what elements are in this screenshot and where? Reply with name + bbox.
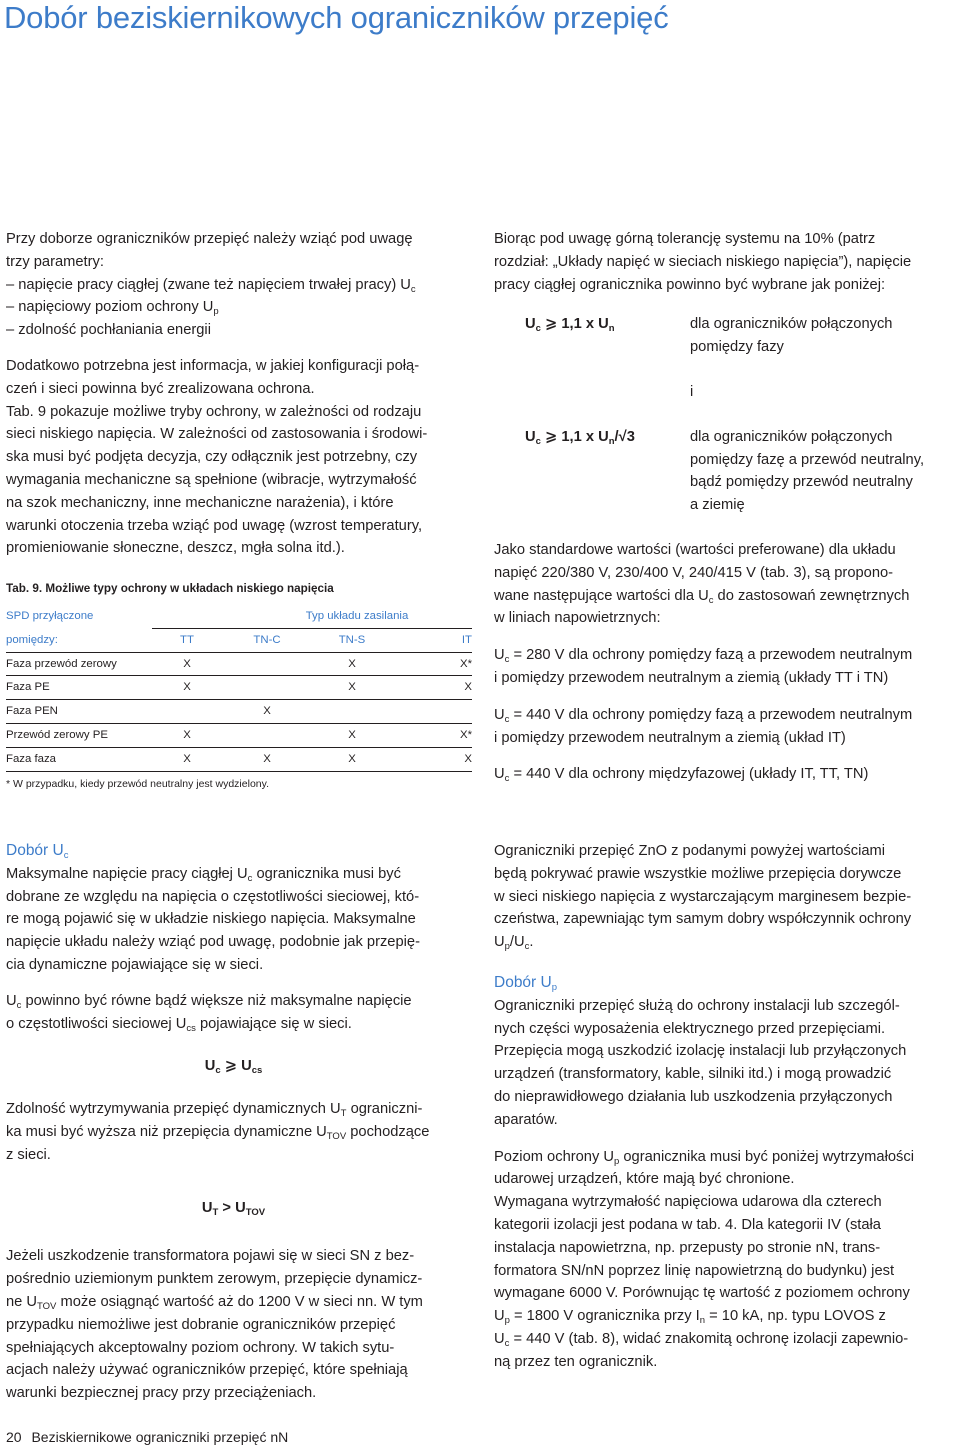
intro-line: – napięcie pracy ciągłej (zwane też napięciem trwałej pracy) $U_c$ <box>6 276 416 295</box>
formula-uc-phase: $U_c$ ⩾ 1,1 x $U_n$ dla ograniczników połączonych pomiędzy fazy <box>525 316 893 356</box>
col-header: TN-S <box>312 628 392 652</box>
right-column: Biorąc pod uwagę górną tolerancję systemu na 10% (patrz rozdział: „Układy napięć w sieciach niskiego napięcia”), napięcie pracy ciągłej ogranicznika powinno być wybrane jak poniżej: $U_c$ ⩾ 1,1 x $U_n$ dla ograniczników połączonych pomiędzy fazy i $U_c$ ⩾ 1,1 x $U_n/√3$ dla ograniczników połączonych pomiędzy fazę a przewód neutralny, bądź pomiędzy przewód neutralny a ziemię Jako standardowe wartości (wartości preferowane) dla układu napięć 220/380 V, 230/400 V, 240/415 V (tab. 3), są propono- wane następujące wartości dla $U_c$ do zastosowań zewnętrznych w liniach napowietrznych: $U_c = 280$ V dla ochrony pomiędzy fazą a przewodem neutralnym i pomiędzy przewodem neutralnym a ziemią (układy TT i TN) $U_c = 440$ V dla ochrony pomiędzy fazą a przewodem neutralnym i pomiędzy przewodem neutralnym a ziemią (układ IT) $U_c = 440$ V dla ochrony międzyfazowej (układy IT, TT, TN) <box>494 228 958 786</box>
page-title: Dobór beziskiernikowych ograniczników przepięć <box>4 0 669 35</box>
table-row: Faza PE X X X <box>6 676 472 700</box>
footer-text: Beziskiernikowe ograniczniki przepięć nN <box>31 1429 289 1445</box>
intro-line: Przy doborze ograniczników przepięć należy wziąć pod uwagę <box>6 231 413 247</box>
table-row: Przewód zerowy PE X X X* <box>6 723 472 747</box>
config-paragraph: Dodatkowo potrzebna jest informacja, w jakiej konfiguracji połą- czeń i sieci powinna być zrealizowana ochrona. Tab. 9 pokazuje możliwe tryby ochrony, w zależności od rodzaju sieci niskiego napięcia. W zależności od zastosowania i środowi- ska musi być podjęta decyzja, czy odłącznik jest potrzebny, czy wymagania mechaniczne są spełnione (wibracje, wytrzymałość na szok mechaniczny, inne mechaniczne narażenia), i które warunki otoczenia trzeba wziąć pod uwagę (wzrost temperatury, promieniowanie słoneczne, deszcz, mgła solna itd.). <box>6 357 428 557</box>
table-caption: Tab. 9. Możliwe typy ochrony w układach niskiego napięcia <box>6 582 334 596</box>
table-row: Faza przewód zerowy X X X* <box>6 652 472 676</box>
section-heading-uc: Dobór $U_c$ <box>6 842 69 861</box>
table-footnote: * W przypadku, kiedy przewód neutralny jest wydzielony. <box>6 777 270 790</box>
value-280: $U_c = 280$ V dla ochrony pomiędzy fazą a przewodem neutralnym i pomiędzy przewodem neutralnym a ziemią (układy TT i TN) <box>494 647 913 686</box>
table-head-left: SPD przyłączone <box>6 610 94 623</box>
table-head-group: Typ układu zasilania <box>152 605 472 628</box>
col-header: TN-C <box>222 628 312 652</box>
section-heading-up: Dobór $U_p$ <box>494 973 558 993</box>
table-row: Faza PEN X <box>6 700 472 724</box>
table-head-left-2: pomiędzy: <box>6 628 152 652</box>
left-column-lower: Dobór $U_c$ Maksymalne napięcie pracy ciągłej $U_c$ ogranicznika musi być dobrane ze względu na napięcia o częstotliwości sieciowej, któ- re mogą pojawić się w układzie niskiego napięcia. Maksymalne napięcie układu należy wziąć pod uwagę, podobnie jak przepię- cia dynamiczne pojawiające się w sieci. $U_c$ powinno być równe bądź większe niż maksymalne napięcie o częstotliwości sieciowej $U_{cs}$ pojawiające się w sieci. $U_c$ ⩾ $U_{cs}$ Zdolność wytrzymywania przepięć dynamicznych $U_T$ ograniczni- ka musi być wyższa niż przepięcia dynamiczne $U_{TOV}$ pochodzące z sieci. $U_T > U_{TOV}$ Jeżeli uszkodzenie transformatora pojawi się w sieci SN z bez- pośrednio uziemionym punktem zerowym, przepięcie dynamicz- ne $U_{TOV}$ może osiągnąć wartość aż do 1200 V w sieci nn. W tym przypadku niemożliwe jest dobranie ograniczników przepięć spełniających akceptowalny poziom ochrony. W takich sytu- acjach należy używać ograniczników przepięć, które spełniają warunki bezpiecznej pracy przy przeciążeniach. <box>6 840 461 1405</box>
formula-and: i <box>690 383 694 400</box>
col-header: TT <box>152 628 222 652</box>
intro-line: – napięciowy poziom ochrony $U_p$ <box>6 299 219 318</box>
intro-line: – zdolność pochłaniania energii <box>6 322 211 339</box>
equation-ut-utov: $U_T > U_{TOV}$ <box>201 1199 266 1218</box>
left-column <box>6 228 472 791</box>
value-440-phase: $U_c = 440$ V dla ochrony międzyfazowej (układy IT, TT, TN) <box>494 766 869 785</box>
col-header: IT <box>392 628 472 652</box>
protection-types-table <box>6 605 472 772</box>
page-number: 20 <box>6 1429 22 1445</box>
equation-uc-ucs: $U_c$ ⩾ $U_{cs}$ <box>204 1058 263 1077</box>
intro-line: trzy parametry: <box>6 253 104 270</box>
right-column-lower: Ograniczniki przepięć ZnO z podanymi powyżej wartościami będą pokrywać prawie wszystkie możliwe przepięcia dorywcze w sieci niskiego napięcia z wystarczającym marginesem bezpie- czeństwa, zapewniając tym samym dobry współczynnik ochrony $U_p/U_c$. Dobór $U_p$ Ograniczniki przepięć służą do ochrony instalacji lub szczegól- nych części wyposażenia elektrycznego przed przepięciami. Przepięcia mogą uszkodzić izolację instalacji lub przyłączonych urządzeń (transformatory, kable, silniki itd.) i mogą prowadzić do nieprawidłowego działania lub uszkodzenia przyłączonych aparatów. Poziom ochrony $U_p$ ogranicznika musi być poniżej wytrzymałości udarowej urządzeń, które mają być chronione. Wymagana wytrzymałość napięciowa udarowa dla czterech kategorii izolacji jest podana w tab. 4. Dla kategorii IV (stała instalacja napowietrzna, np. przepusty po stronie nN, trans- formatora SN/nN poprzez linię napowietrzną do budynku) jest wymagane 6000 V. Porównując tę wartość z poziomem ochrony $U_p = 1800$ V ogranicznika przy $I_n = 10$ kA, np. typu LOVOS z $U_c = 440$ V (tab. 8), widać znakomitą ochronę izolacji zapewnio- ną przez ten ogranicznik. <box>494 840 958 1374</box>
page-footer <box>6 1429 288 1445</box>
value-440-it: $U_c = 440$ V dla ochrony pomiędzy fazą a przewodem neutralnym i pomiędzy przewodem neutralnym a ziemią (układ IT) <box>494 706 913 746</box>
table-row: Faza faza X X X X <box>6 747 472 771</box>
formula-uc-neutral: $U_c$ ⩾ 1,1 x $U_n/√3$ dla ograniczników połączonych pomiędzy fazę a przewód neutralny, bądź pomiędzy przewód neutralny a ziemię <box>525 428 925 514</box>
standard-values-paragraph: Jako standardowe wartości (wartości preferowane) dla układu napięć 220/380 V, 230/400 V, 240/415 V (tab. 3), są propono- wane następujące wartości dla $U_c$ do zastosowań zewnętrznych w liniach napowietrznych: <box>494 541 910 627</box>
